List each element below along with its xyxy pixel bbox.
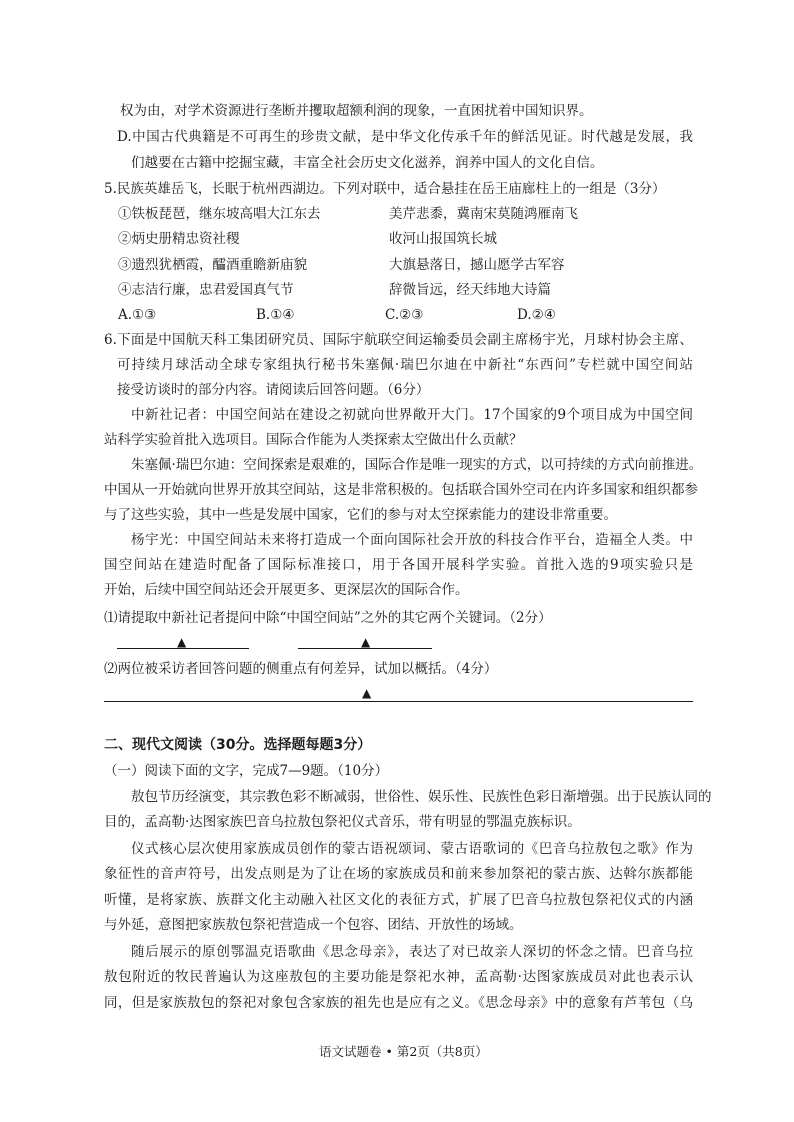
q5-couplet-2-right: 收河山报国筑长城 (389, 231, 497, 247)
passage-p3-line2: 敖包附近的牧民普遍认为这座敖包的主要功能是祭祀水神，孟高勒·达图家族成员对此也表示认 (104, 969, 693, 985)
passage-p2-line1: 仪式核心层次使用家族成员创作的蒙古语祝颂词、蒙古语歌词的《巴音乌拉敖包之歌》作为 (131, 841, 693, 857)
q5-option-c: C.②③ (385, 307, 424, 323)
q6-subquestion-2: ⑵两位被采访者回答问题的侧重点有何差异，试加以概括。（4分） (104, 661, 498, 677)
passage-p3-line3: 同，但是家族敖包的祭祀对象包含家族的祖先也是应有之义。《思念母亲》中的意象有芦苇包（乌 (104, 995, 693, 1011)
q4-option-d-line2: 们越要在古籍中挖掘宝藏，丰富全社会历史文化滋养，润养中国人的文化自信。 (131, 155, 604, 171)
passage-p2-line4: 与外延，意图把家族敖包祭祀营造成一个包容、团结、开放性的场域。 (104, 917, 523, 933)
q4-option-c-continuation: 权为由，对学术资源进行垄断并攫取超额利润的现象，一直困扰着中国知识界。 (120, 103, 593, 119)
passage-p2-line2: 象征性的音声符号，出发点则是为了让在场的家族成员和前来参加祭祀的蒙古族、达斡尔族都能 (104, 866, 693, 882)
q6-giuseppe-line1: 朱塞佩·瑞巴尔迪：空间探索是艰难的，国际合作是唯一现实的方式，以可持续的方式向前推进。 (131, 457, 703, 473)
page-footer: 语文试题卷 • 第2页（共8页） (319, 1044, 488, 1059)
q5-option-a: A.①③ (118, 307, 157, 323)
q6-subquestion-1: ⑴请提取中新社记者提问中除“中国空间站”之外的其它两个关键词。（2分） (104, 610, 552, 626)
section-2-intro: （一）阅读下面的文字，完成7—9题。（10分） (104, 763, 389, 779)
q4-option-d-line1: D.中国古代典籍是不可再生的珍贵文献，是中华文化传承千年的鲜活见证。时代越是发展，我 (117, 129, 693, 145)
q6-2-answer-line[interactable] (104, 701, 693, 702)
passage-p3-line1: 随后展示的原创鄂温克语歌曲《思念母亲》，表达了对已故亲人深切的怀念之情。巴音乌拉 (131, 944, 693, 960)
q6-stem-line2: 可持续月球活动全球专家组执行秘书朱塞佩·瑞巴尔迪在中新社“东西问”专栏就中国空间站 (117, 357, 693, 373)
q5-couplet-4-left: ④志洁行廉，忠君爱国真气节 (118, 282, 294, 298)
q5-couplet-3-left: ③遗烈犹栖霞，醽酒重瞻新庙貌 (118, 257, 307, 273)
q5-couplet-1-right: 美芹悲黍，冀南宋莫随鸿雁南飞 (389, 206, 578, 222)
q5-couplet-4-right: 辞微旨远，经天纬地大诗篇 (389, 282, 551, 298)
q6-giuseppe-line2: 中国从一开始就向世界开放其空间站，这是非常积极的。包括联合国外空司在内许多国家和组织都参 (104, 482, 698, 498)
q6-yang-line3: 开始，后续中国空间站还会开展更多、更深层次的国际合作。 (104, 582, 469, 598)
q5-option-b: B.①④ (256, 307, 295, 323)
answer-triangle-icon: ▲ (361, 635, 371, 649)
q6-stem-line1: 6.下面是中国航天科工集团研究员、国际宇航联空间运输委员会副主席杨宇光，月球村协会主席、 (104, 332, 693, 348)
q5-option-d: D.②④ (517, 307, 556, 323)
passage-p2-line3: 听懂，是将家族、族群文化主动融入社区文化的表征方式，扩展了巴音乌拉敖包祭祀仪式的内涵 (104, 892, 693, 908)
q5-couplet-3-right: 大旗悬落日，撼山愿学古军容 (389, 257, 565, 273)
answer-triangle-icon: ▲ (362, 686, 372, 700)
q5-couplet-1-left: ①铁板琵琶，继东坡高唱大江东去 (118, 206, 321, 222)
passage-p1-line2: 目的，孟高勒·达图家族巴音乌拉敖包祭祀仪式音乐，带有明显的鄂温克族标识。 (104, 814, 581, 830)
q5-stem: 5.民族英雄岳飞，长眠于杭州西湖边。下列对联中，适合悬挂在岳王庙廊柱上的一组是（3分） (104, 181, 666, 197)
section-2-heading: 二、现代文阅读（30分。选择题每题3分） (104, 737, 372, 753)
answer-triangle-icon: ▲ (177, 635, 187, 649)
q6-reporter-line2: 站科学实验首批入选项目。国际合作能为人类探索太空做出什么贡献？ (104, 432, 523, 448)
q6-reporter-line1: 中新社记者：中国空间站在建设之初就向世界敞开大门。17个国家的9个项目成为中国空间 (131, 407, 693, 423)
passage-p1-line1: 敖包节历经演变，其宗教色彩不断减弱，世俗性、娱乐性、民族性色彩日渐增强。出于民族认同的 (131, 789, 712, 805)
q6-giuseppe-line3: 与了这些实验，其中一些是发展中国家，它们的参与对太空探索能力的建设非常重要。 (104, 507, 617, 523)
q5-couplet-2-left: ②炳史册精忠资社稷 (118, 231, 240, 247)
q6-stem-line3: 接受访谈时的部分内容。请阅读后回答问题。（6分） (117, 382, 430, 398)
q6-yang-line1: 杨宇光：中国空间站未来将打造成一个面向国际社会开放的科技合作平台，造福全人类。中 (131, 532, 693, 548)
q6-yang-line2: 国空间站在建造时配备了国际标准接口，用于各国开展科学实验。首批入选的9项实验只是 (104, 557, 693, 573)
